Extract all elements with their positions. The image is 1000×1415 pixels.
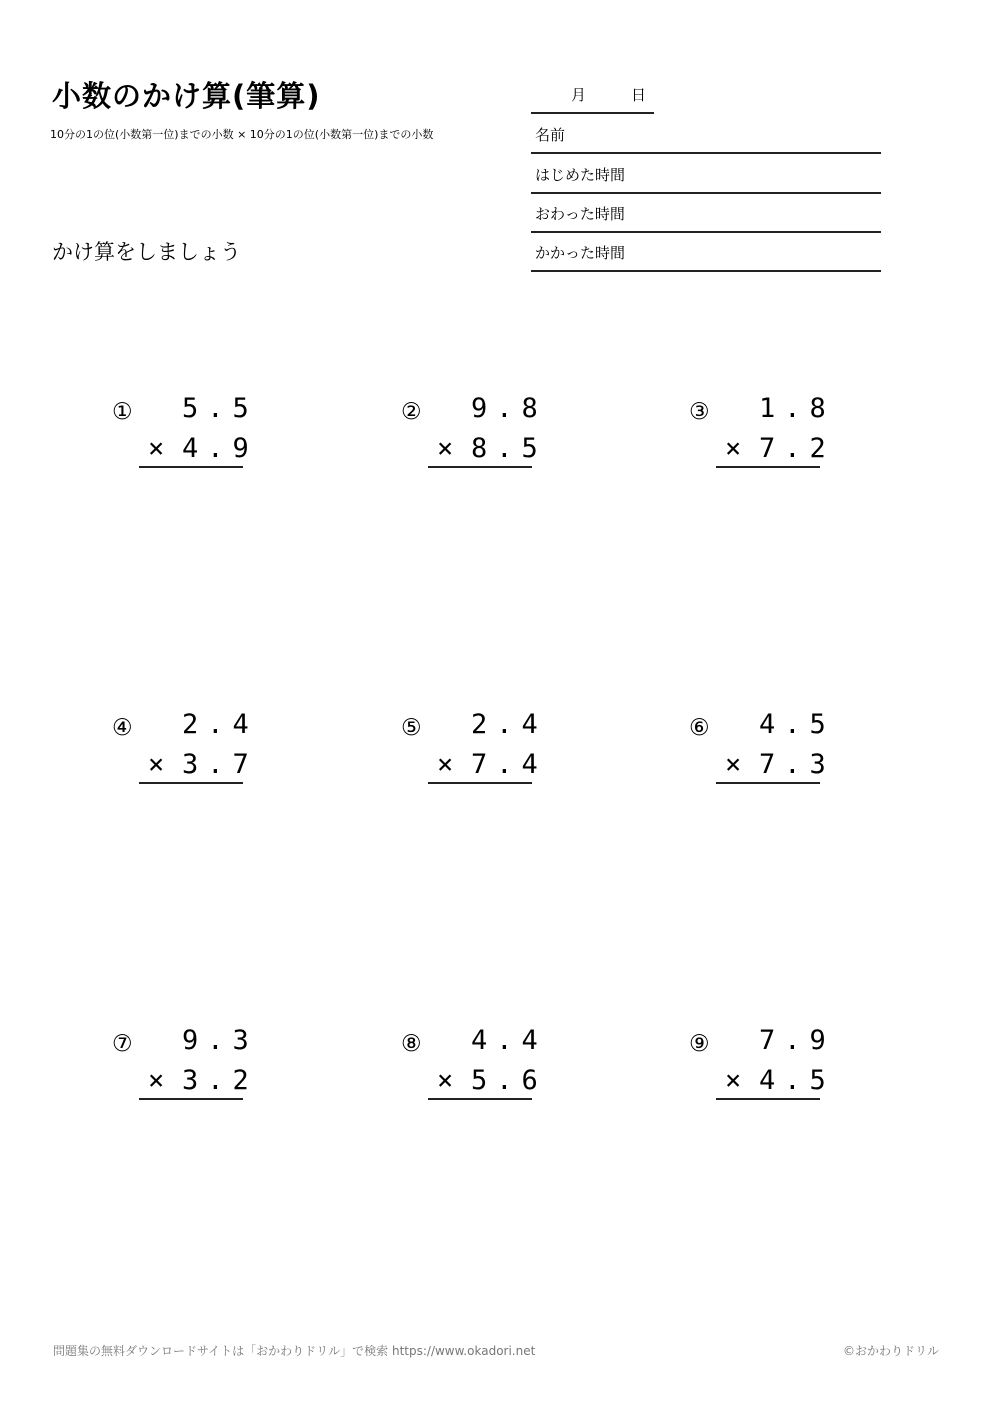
problem-8 (401, 1025, 581, 1121)
multiply-sign: × (148, 433, 165, 464)
multiplicand: 7.9 (759, 1025, 835, 1056)
answer-line (716, 1098, 820, 1100)
multiply-sign: × (148, 1065, 165, 1096)
month-label: 月 (571, 86, 587, 104)
end-time-field[interactable] (531, 193, 881, 233)
problem-number: ① (112, 399, 133, 425)
answer-line (139, 466, 243, 468)
footer-copyright: ©おかわりドリル (842, 1344, 939, 1358)
multiplicand: 5.5 (182, 393, 258, 424)
multiplier: 4.5 (759, 1065, 835, 1096)
answer-line (716, 466, 820, 468)
multiplier: 5.6 (471, 1065, 547, 1096)
multiply-sign: × (437, 749, 454, 780)
multiplier: 3.2 (182, 1065, 258, 1096)
start-time-field[interactable] (531, 154, 881, 194)
date-field[interactable] (531, 80, 654, 114)
answer-line (428, 466, 532, 468)
problem-4 (112, 709, 292, 805)
instruction-text: かけ算をしましょう (52, 240, 241, 264)
elapsed-time-field[interactable] (531, 232, 881, 272)
multiplicand: 4.5 (759, 709, 835, 740)
multiplicand: 9.3 (182, 1025, 258, 1056)
multiplicand: 1.8 (759, 393, 835, 424)
answer-line (428, 782, 532, 784)
multiply-sign: × (437, 433, 454, 464)
footer-site-note: 問題集の無料ダウンロードサイトは「おかわりドリル」で検索 https://www.okadori.net (53, 1344, 536, 1358)
problem-1 (112, 393, 292, 489)
end-time-label: おわった時間 (535, 205, 625, 223)
multiplicand: 2.4 (182, 709, 258, 740)
multiplier: 3.7 (182, 749, 258, 780)
multiply-sign: × (725, 749, 742, 780)
name-field[interactable] (531, 114, 881, 154)
multiply-sign: × (725, 1065, 742, 1096)
problem-number: ④ (112, 715, 133, 741)
start-time-label: はじめた時間 (535, 166, 626, 184)
problem-number: ③ (689, 399, 710, 425)
problem-number: ⑥ (689, 715, 710, 741)
multiplicand: 9.8 (471, 393, 547, 424)
problem-number: ⑦ (112, 1031, 133, 1057)
multiplier: 8.5 (471, 433, 547, 464)
multiplier: 7.2 (759, 433, 835, 464)
name-label: 名前 (535, 126, 566, 144)
problem-9 (689, 1025, 869, 1121)
answer-line (716, 782, 820, 784)
multiply-sign: × (437, 1065, 454, 1096)
problem-3 (689, 393, 869, 489)
page-title: 小数のかけ算(筆算) (52, 79, 321, 113)
multiply-sign: × (725, 433, 742, 464)
multiplicand: 2.4 (471, 709, 547, 740)
problem-number: ② (401, 399, 422, 425)
page-subtitle: 10分の1の位(小数第一位)までの小数 × 10分の1の位(小数第一位)までの小数 (50, 128, 434, 141)
day-label: 日 (631, 86, 647, 104)
problem-number: ⑨ (689, 1031, 710, 1057)
multiplier: 7.3 (759, 749, 835, 780)
problem-number: ⑧ (401, 1031, 422, 1057)
elapsed-time-label: かかった時間 (535, 244, 626, 262)
multiplier: 7.4 (471, 749, 547, 780)
answer-line (428, 1098, 532, 1100)
problem-number: ⑤ (401, 715, 422, 741)
multiplier: 4.9 (182, 433, 258, 464)
answer-line (139, 1098, 243, 1100)
multiply-sign: × (148, 749, 165, 780)
problem-7 (112, 1025, 292, 1121)
answer-line (139, 782, 243, 784)
problem-6 (689, 709, 869, 805)
problem-2 (401, 393, 581, 489)
problem-5 (401, 709, 581, 805)
multiplicand: 4.4 (471, 1025, 547, 1056)
